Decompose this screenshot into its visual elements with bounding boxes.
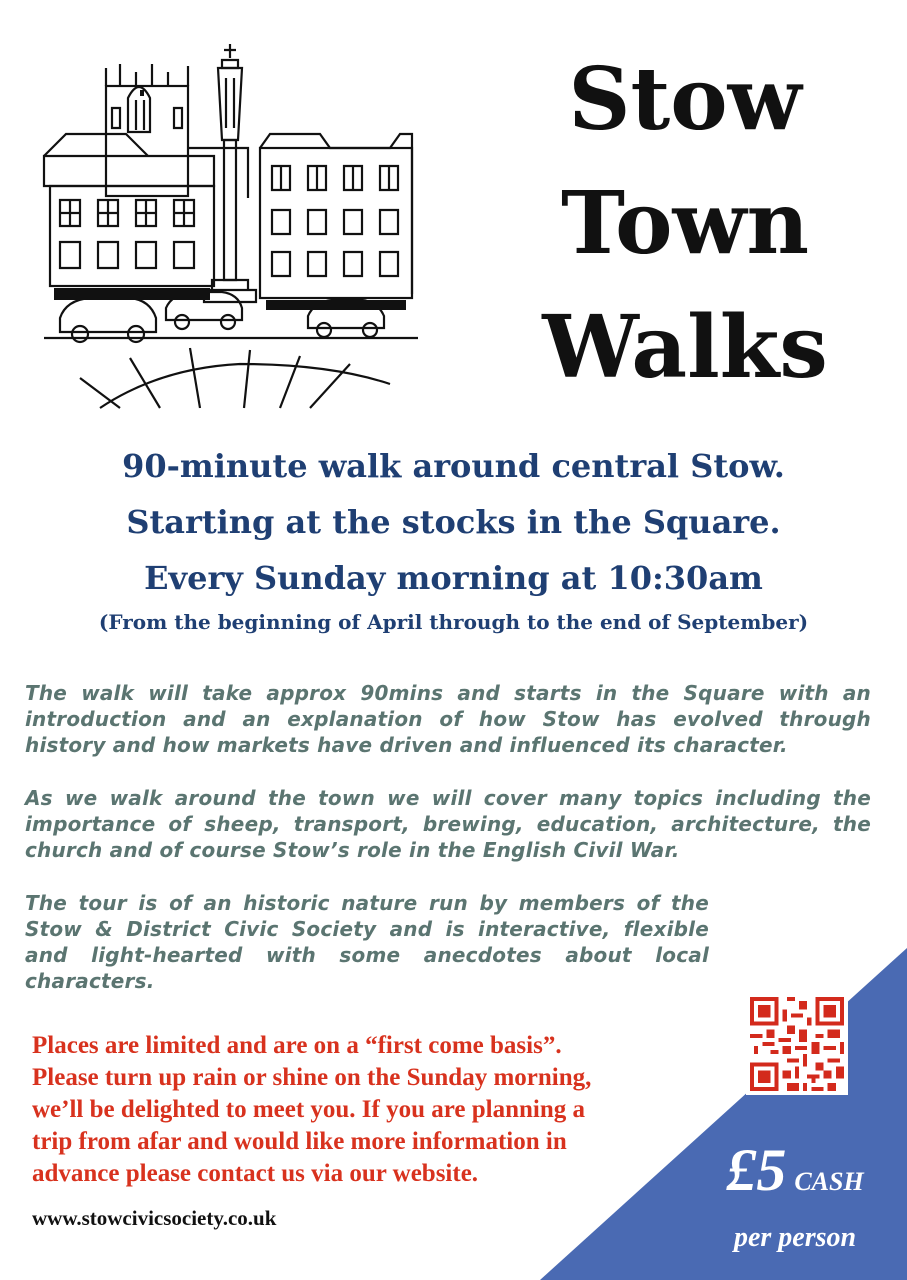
town-square-sketch-icon (40, 38, 422, 410)
headline-block (0, 438, 907, 638)
price-per-person: per person (733, 1222, 857, 1253)
description-paragraph-2: As we walk around the town we will cover many topics including the importance of sheep, transport, brewing, education, architecture, the church and of course Stow’s role in the English Civil War. (25, 786, 871, 862)
notice-line-4: trip from afar and would like more information in (32, 1128, 567, 1155)
season-note: (From the beginning of April through to the end of September) (98, 610, 809, 634)
description-paragraph-1: The walk will take approx 90mins and starts in the Square with an introduction and an explanation of how Stow has evolved through history and how markets have driven and influenced its character. (25, 681, 871, 757)
price-tag (700, 1138, 890, 1258)
title-line-2: Town (560, 173, 810, 274)
qr-code-icon[interactable] (746, 993, 848, 1095)
headline-schedule: Every Sunday morning at 10:30am (144, 559, 763, 597)
title-line-3: Walks (542, 297, 828, 398)
notice-line-5: advance please contact us via our website. (32, 1160, 479, 1187)
website-link[interactable]: www.stowcivicsociety.co.uk (32, 1206, 277, 1230)
price-amount: £5 (726, 1137, 787, 1203)
poster-title (500, 38, 870, 410)
notice-line-2: Please turn up rain or shine on the Sunday morning, (32, 1064, 592, 1091)
title-line-1: Stow (568, 49, 802, 150)
notice-line-1: Places are limited and are on a “first come basis”. (32, 1032, 562, 1059)
description-paragraph-3: The tour is of an historic nature run by members of the Stow & District Civic Society and is interactive, flexible and light-hearted with some anecdotes about local characters. (25, 891, 709, 993)
notice-line-3: we’ll be delighted to meet you. If you are planning a (32, 1096, 586, 1123)
price-cash-label: CASH (794, 1167, 864, 1196)
headline-start-point: Starting at the stocks in the Square. (126, 503, 781, 541)
headline-duration: 90-minute walk around central Stow. (122, 447, 785, 485)
